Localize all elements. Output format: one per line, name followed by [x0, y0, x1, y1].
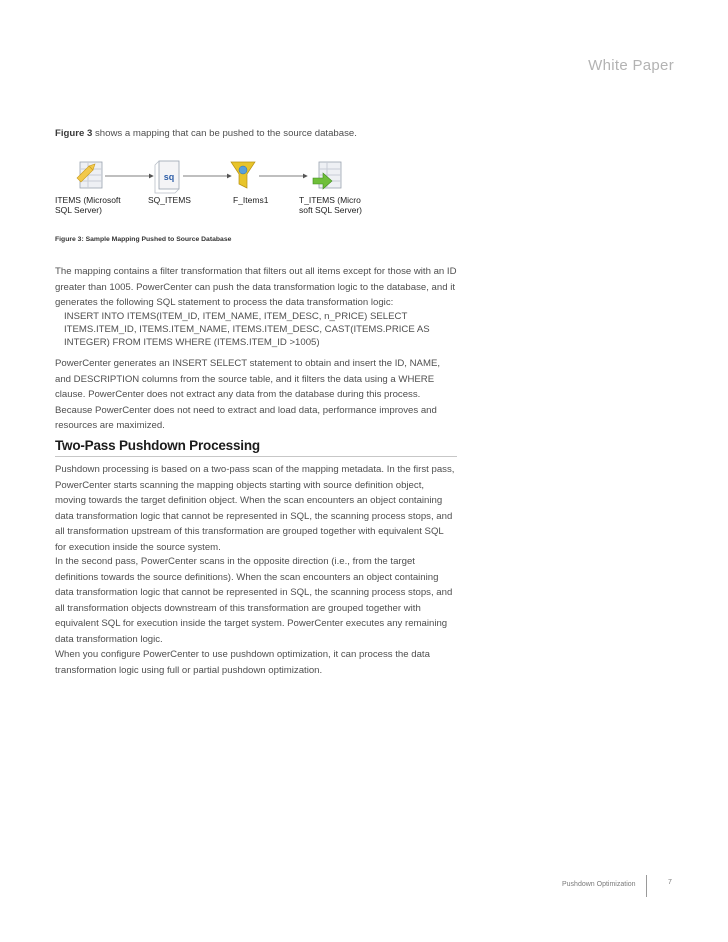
paragraph-second-pass: In the second pass, PowerCenter scans in the opposite direction (i.e., from the target definitions towards the source definitions). When the scan encounters an object containing data transformation logic that cannot be represented in SQL, the scanning process stops, and all transformation objects downstream of this transformation are grouped together with equivalent SQL for execution inside the target system. PowerCenter executes any remaining data transformation logic.	[55, 556, 453, 645]
node-label-line: F_Items1	[233, 195, 269, 205]
paragraph-insert-select: PowerCenter generates an INSERT SELECT statement to obtain and insert the ID, NAME, and DESCRIPTION columns from the source table, and it filters the data using a WHERE clause. PowerCenter does not extract any data from the database during this process. Because PowerCenter does not need to extract and load data, performance improves and resources are maximized.	[55, 358, 441, 431]
filter-funnel-icon	[231, 162, 255, 188]
paragraph-first-pass: Pushdown processing is based on a two-pass scan of the mapping metadata. In the first pass, PowerCenter starts scanning the mapping objects starting with source definition object, moving towards the target definition object. When the scan encounters an object containing data transformation logic that cannot be represented in SQL, the scanning process stops, and all transformation upstream of this transformation are grouped together with equivalent SQL for execution inside the source system.	[55, 464, 455, 553]
paragraph-configure: When you configure PowerCenter to use pushdown optimization, it can process the data transformation logic using full or partial pushdown optimization.	[55, 649, 430, 676]
heading-divider	[55, 456, 457, 457]
section-heading: Two-Pass Pushdown Processing	[55, 438, 260, 453]
node-label-sq-items	[148, 196, 191, 206]
header-brand: White Paper	[588, 57, 674, 74]
node-label-f-items	[233, 196, 268, 206]
intro-paragraph	[55, 126, 457, 142]
node-label-line: ITEMS (Microsoft	[55, 195, 121, 205]
node-label-items	[55, 196, 121, 215]
page-number: 7	[668, 879, 672, 886]
paragraph-mapping: The mapping contains a filter transformation that filters out all items except for those with an ID greater than 1005. PowerCenter can push the data transformation logic to the database, and it generates the following SQL statement to process the data transformation logic:	[55, 266, 457, 308]
sql-statement: INSERT INTO ITEMS(ITEM_ID, ITEM_NAME, ITEM_DESC, n_PRICE) SELECT ITEMS.ITEM_ID, ITEMS.ITEM_NAME, ITEMS.ITEM_DESC, CAST(ITEMS.PRICE AS INTEGER) FROM ITEMS WHERE (ITEMS.ITEM_ID >1005)	[64, 311, 430, 348]
figure-caption: Figure 3: Sample Mapping Pushed to Source Database	[55, 236, 232, 243]
node-label-line: soft SQL Server)	[299, 204, 362, 215]
intro-text: shows a mapping that can be pushed to the source database.	[92, 128, 357, 139]
source-table-icon	[77, 162, 102, 188]
node-label-t-items	[299, 196, 362, 215]
figure-reference: Figure 3	[55, 128, 93, 139]
node-label-line: SQ_ITEMS	[148, 195, 191, 205]
footer-divider	[646, 875, 647, 897]
source-qualifier-sql-icon	[155, 161, 179, 193]
node-label-line: SQL Server)	[55, 204, 102, 215]
footer-title: Pushdown Optimization	[562, 881, 636, 888]
svg-text:sq: sq	[163, 172, 175, 182]
node-label-line: T_ITEMS (Micro	[299, 195, 361, 205]
mapping-diagram	[55, 158, 375, 220]
target-table-icon	[313, 162, 341, 189]
